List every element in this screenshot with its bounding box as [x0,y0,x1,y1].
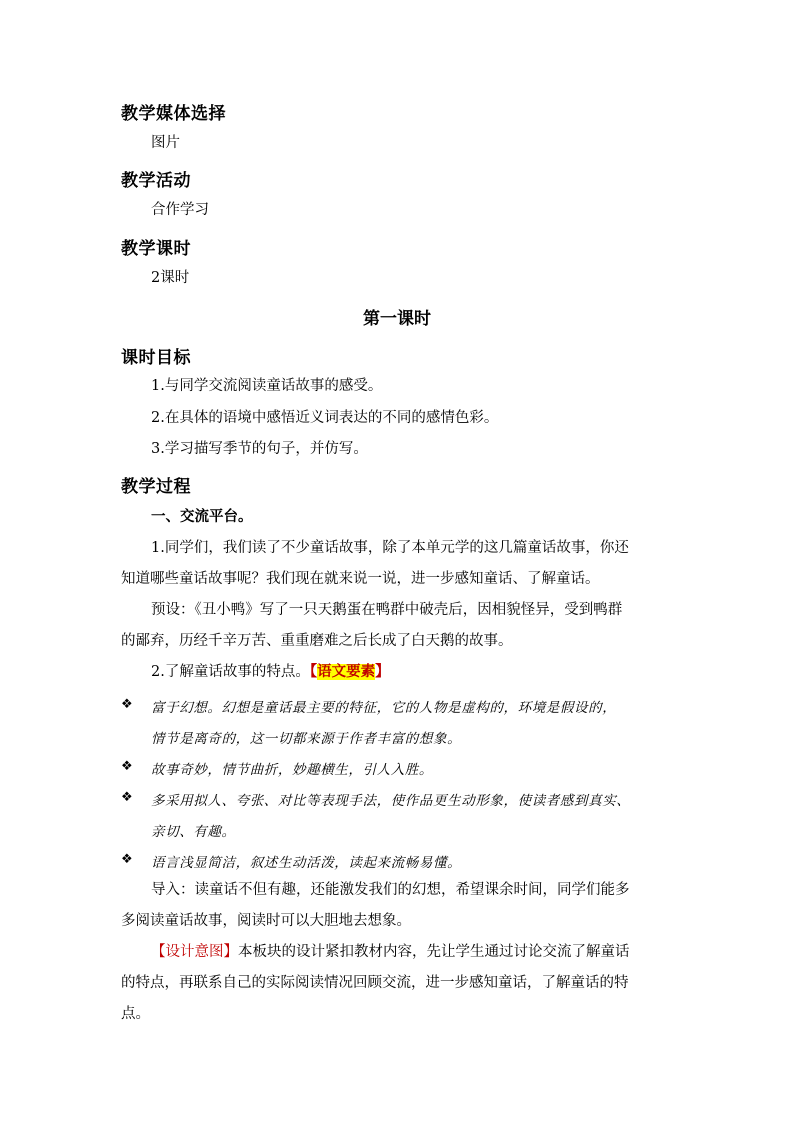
subheading-text: 2.了解童话故事的特点。 [151,664,310,680]
bullet-text: 语言浅显简洁，叙述生动活泼，读起来流畅易懂。 [151,855,462,871]
design-intent-text: 本板块的设计紧扣教材内容，先让学生通过讨论交流了解童话 [238,944,630,960]
paragraph-line: 知道哪些童话故事呢？我们现在就来说一说，进一步感知童话、了解童话。 [121,571,600,587]
paragraph-line: 多阅读童话故事，阅读时可以大胆地去想象。 [121,913,411,929]
bullet-text: 富于幻想。幻想是童话最主要的特征，它的人物是虚构的，环境是假设的， [151,700,617,716]
bullet-icon: ❖ [121,697,133,712]
language-element-tag: 语文要素 [317,664,376,680]
tag-bracket-close: 】 [375,664,390,680]
design-intent-label: 【设计意图】 [151,944,238,960]
tag-bracket-open: 【 [309,664,318,680]
lesson-title: 第一课时 [363,309,431,329]
hours-value: 2课时 [151,270,190,286]
goal-item: 3.学习描写季节的句子，并仿写。 [151,441,368,457]
bullet-icon: ❖ [121,759,133,774]
paragraph-line: 的鄙弃，历经千辛万苦、重重磨难之后长成了白天鹅的故事。 [121,633,513,649]
bullet-icon: ❖ [121,852,133,867]
goal-item: 1.与同学交流阅读童话故事的感受。 [151,378,383,394]
goals-heading: 课时目标 [121,348,191,368]
bullet-icon: ❖ [121,790,133,805]
activity-value: 合作学习 [151,202,209,218]
hours-heading: 教学课时 [121,239,191,259]
paragraph-line: 导入：读童话不但有趣，还能激发我们的幻想，希望课余时间，同学们能多 [151,882,630,898]
paragraph-line: 点。 [121,1006,150,1022]
step-heading: 一、交流平台。 [151,509,253,525]
bullet-text: 情节是离奇的，这一切都来源于作者丰富的想象。 [151,731,462,747]
paragraph-line: 的特点，再联系自己的实际阅读情况回顾交流，进一步感知童话，了解童话的特 [121,975,629,991]
goal-item: 2.在具体的语境中感悟近义词表达的不同的感情色彩。 [151,410,499,426]
media-value: 图片 [151,135,180,151]
process-heading: 教学过程 [121,477,191,497]
paragraph-line: 预设：《丑小鸭》写了一只天鹅蛋在鸭群中破壳后，因相貌怪异，受到鸭群 [151,602,623,618]
subheading-line [151,665,390,680]
design-intent-line [151,945,630,960]
bullet-text: 亲切、有趣。 [151,824,236,840]
activity-heading: 教学活动 [121,171,191,191]
paragraph-line: 1.同学们，我们读了不少童话故事，除了本单元学的这几篇童话故事，你还 [151,540,629,556]
media-heading: 教学媒体选择 [121,104,226,124]
bullet-text: 多采用拟人、夸张、对比等表现手法，使作品更生动形象，使读者感到真实、 [151,793,631,809]
bullet-text: 故事奇妙，情节曲折，妙趣横生，引人入胜。 [151,762,433,778]
